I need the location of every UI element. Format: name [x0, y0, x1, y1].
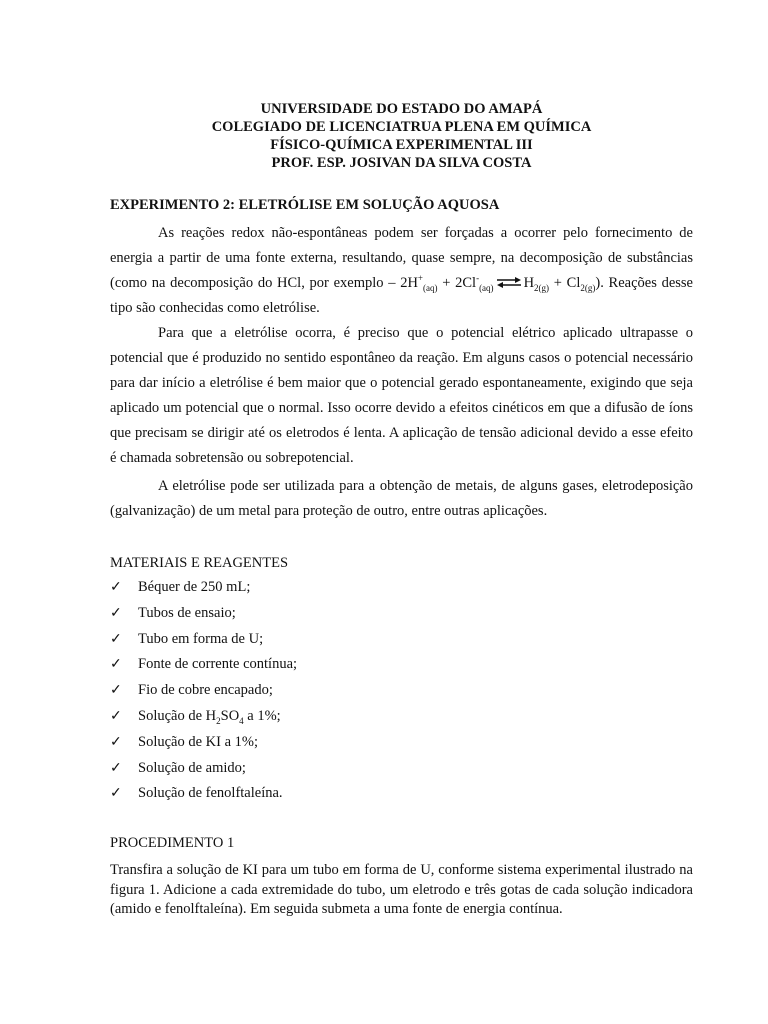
check-icon: ✓: [110, 631, 122, 647]
eq-subscript: (aq): [423, 282, 438, 293]
list-item: [110, 734, 297, 760]
list-item-label: [138, 708, 281, 725]
eq-subscript: (aq): [479, 282, 494, 293]
h2so4-subscript: 2: [216, 715, 221, 726]
h2so4-text: Solução de H: [138, 707, 217, 724]
header-department: COLEGIADO DE LICENCIATRUA PLENA EM QUÍMICA: [211, 119, 592, 135]
list-item: [110, 656, 297, 682]
eq-text: ).: [595, 275, 604, 291]
check-icon: ✓: [110, 734, 122, 750]
list-item-label: Solução de KI a 1%;: [138, 733, 258, 750]
eq-superscript: -: [476, 273, 480, 284]
list-item: [110, 708, 297, 734]
procedure-text: Transfira a solução de KI para um tubo em forma de U, conforme sistema experimental ilustrado na figura 1. Adicione a cada extremidade do tubo, um eletrodo e três gotas de cada solução indicadora (amido e fenolftaleína). Em seguida submeta a uma fonte de energia contínua.: [110, 862, 693, 917]
materials-title: MATERIAIS E REAGENTES: [110, 555, 289, 571]
h2so4-subscript: 4: [239, 715, 244, 726]
materials-list: [110, 579, 297, 811]
eq-text: + 2Cl: [437, 275, 477, 291]
check-icon: ✓: [110, 580, 122, 595]
procedure-title: PROCEDIMENTO 1: [110, 835, 235, 851]
list-item: [110, 579, 297, 605]
check-icon: ✓: [110, 605, 122, 621]
list-item-label: Fio de cobre encapado;: [138, 682, 273, 699]
check-icon: ✓: [110, 657, 122, 673]
experiment-title: EXPERIMENTO 2: ELETRÓLISE EM SOLUÇÃO AQUOSA: [110, 197, 500, 213]
list-item-label: Béquer de 250 mL;: [138, 579, 251, 595]
h2so4-text: a 1%;: [243, 707, 281, 724]
eq-subscript: 2(g): [580, 282, 596, 293]
list-item: [110, 631, 297, 657]
list-item: [110, 760, 297, 786]
list-item-label: Solução de fenolftaleína.: [138, 785, 283, 802]
intro-paragraph-2: Para que a eletrólise ocorra, é preciso que o potencial elétrico aplicado ultrapasse o potencial que é produzido no sentido espontâneo da reação. Em alguns casos o potencial necessário para dar início a eletrólise é bem maior que o potencial gerado espontaneamente, exigindo que seja aplicado um potencial que o normal. Isso ocorre devido a efeitos cinéticos em que a difusão de íons que precisam se dirigir até os eletrodos é lenta. A aplicação de tensão adicional devido a esse efeito é chamada sobretensão ou sobrepotencial.: [110, 325, 693, 466]
eq-subscript: 2(g): [534, 282, 550, 293]
eq-text: H: [523, 275, 535, 291]
header-university: UNIVERSIDADE DO ESTADO DO AMAPÁ: [260, 101, 543, 117]
document-header: [110, 100, 693, 172]
list-item-label: Tubos de ensaio;: [138, 604, 236, 621]
list-item-label: Solução de amido;: [138, 759, 246, 776]
check-icon: ✓: [110, 760, 122, 776]
check-icon: ✓: [110, 786, 122, 802]
header-professor: PROF. ESP. JOSIVAN DA SILVA COSTA: [271, 155, 532, 171]
list-item: [110, 605, 297, 631]
eq-superscript: +: [417, 273, 423, 284]
list-item-label: Fonte de corrente contínua;: [138, 656, 298, 673]
list-item: [110, 682, 297, 708]
check-icon: ✓: [110, 708, 122, 724]
intro-paragraph-3: A eletrólise pode ser utilizada para a obtenção de metais, de alguns gases, eletrodeposição (galvanização) de um metal para proteção de outro, entre outras aplicações.: [110, 478, 693, 519]
intro-text-before-equation: As reações redox não-espontâneas podem ser forçadas a ocorrer pelo fornecimento de energia a partir de uma fonte externa, resultando, quase sempre, na decomposição de substâncias (como na decomposição do HCl, por exemplo – 2H: [110, 225, 693, 291]
list-item-label: Tubo em forma de U;: [138, 630, 264, 647]
intro-text-after-equation: Reações desse tipo são conhecidas como eletrólise.: [110, 275, 693, 316]
h2so4-text: SO: [220, 707, 240, 724]
header-course: FÍSICO-QUÍMICA EXPERIMENTAL III: [270, 137, 533, 153]
list-item: [110, 785, 297, 811]
eq-text: + Cl: [549, 275, 581, 291]
equilibrium-arrows-icon: [496, 276, 522, 288]
intro-paragraph-1: [110, 221, 693, 321]
check-icon: ✓: [110, 683, 122, 699]
